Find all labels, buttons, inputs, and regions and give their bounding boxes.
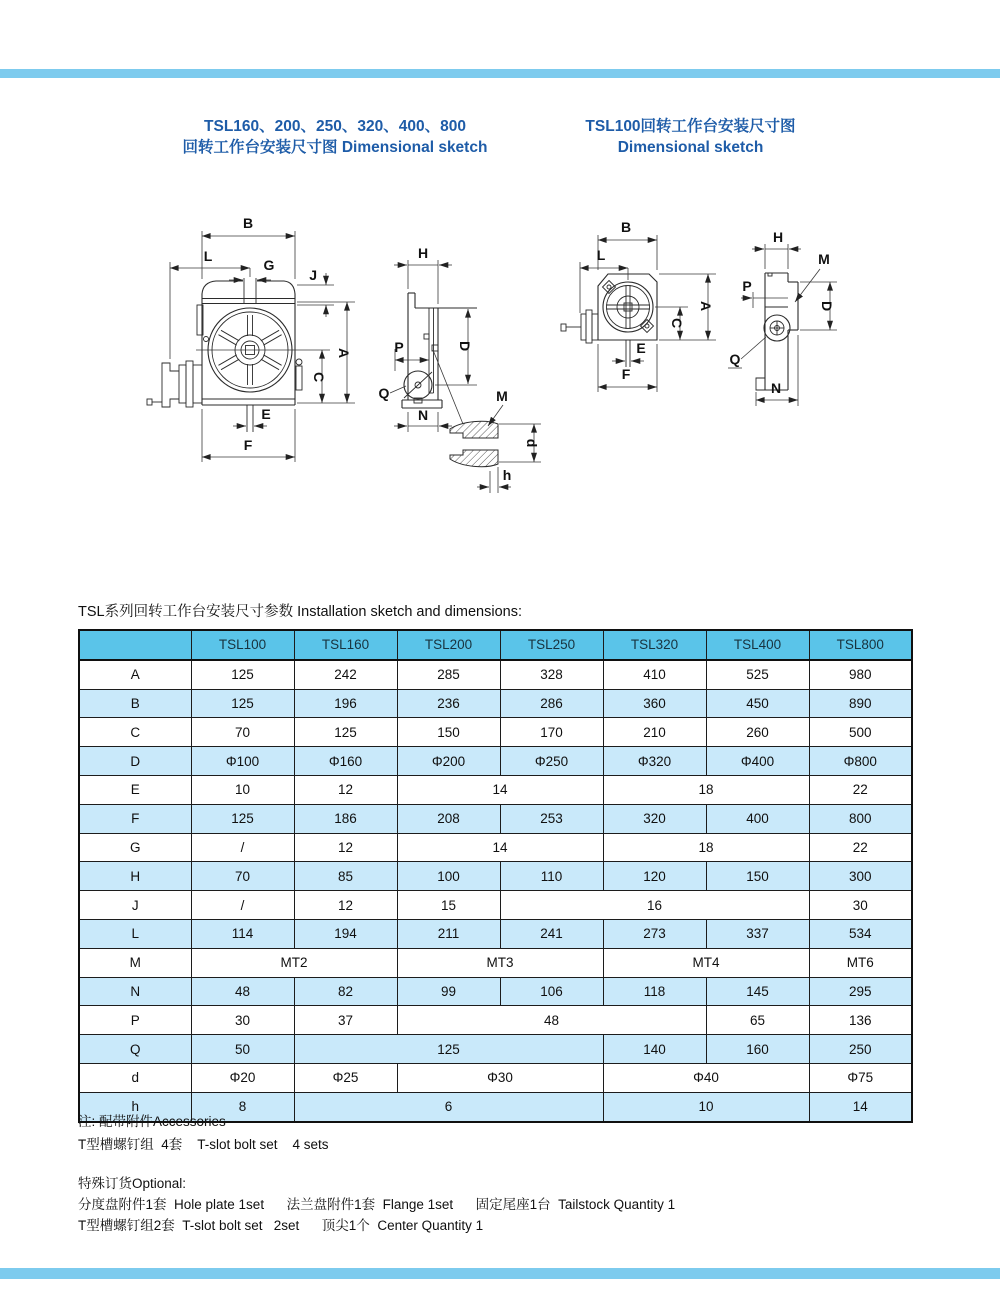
table-cell: 260	[706, 718, 809, 747]
table-cell: 22	[809, 833, 912, 862]
column-header: TSL200	[397, 630, 500, 660]
table-cell: Φ20	[191, 1063, 294, 1092]
table-cell: Φ800	[809, 747, 912, 776]
table-row	[79, 689, 912, 718]
table-cell: 410	[603, 660, 706, 689]
table-cell: 48	[191, 977, 294, 1006]
dim-label-E: E	[261, 406, 271, 422]
heading-line1: TSL160、200、250、320、400、800	[204, 118, 466, 135]
sketch-tsl100-front	[561, 219, 716, 392]
row-label: M	[79, 948, 191, 977]
row-label: F	[79, 804, 191, 833]
row-label: J	[79, 891, 191, 920]
sketch-lines	[390, 293, 498, 467]
table-cell: 15	[397, 891, 500, 920]
sketch-lines	[561, 274, 657, 343]
table-row	[79, 747, 912, 776]
heading-line2: Dimensional sketch	[617, 139, 764, 156]
table-cell: Φ400	[706, 747, 809, 776]
heading-line2: 回转工作台安装尺寸图 Dimensional sketch	[182, 139, 488, 156]
table-cell: 196	[294, 689, 397, 718]
row-label: d	[79, 1063, 191, 1092]
dim-label-A: A	[698, 300, 714, 312]
table-cell: /	[191, 891, 294, 920]
row-label: H	[79, 862, 191, 891]
table-cell: 360	[603, 689, 706, 718]
row-label: A	[79, 660, 191, 689]
table-row	[79, 862, 912, 891]
dim-label-L: L	[596, 247, 606, 263]
dim-label-N: N	[770, 380, 782, 396]
table-cell: 236	[397, 689, 500, 718]
table-cell: 450	[706, 689, 809, 718]
table-cell: 125	[294, 1035, 603, 1064]
column-header: TSL100	[191, 630, 294, 660]
table-cell: /	[191, 833, 294, 862]
dim-label-C: C	[669, 317, 685, 329]
dim-label-Q: Q	[378, 385, 390, 401]
table-cell: 295	[809, 977, 912, 1006]
dim-label-d: d	[524, 438, 540, 448]
dimensional-sketches	[0, 195, 1000, 525]
heading-line1: TSL100回转工作台安装尺寸图	[585, 118, 796, 135]
dim-label-P: P	[394, 339, 404, 355]
table-cell: 136	[809, 1006, 912, 1035]
heading-tsl160-800	[130, 116, 540, 158]
table-cell: 8	[191, 1092, 294, 1121]
table-cell: 980	[809, 660, 912, 689]
column-header: TSL800	[809, 630, 912, 660]
table-cell: 50	[191, 1035, 294, 1064]
table-cell: 320	[603, 804, 706, 833]
table-cell: 82	[294, 977, 397, 1006]
table-row	[79, 804, 912, 833]
table-cell: 300	[809, 862, 912, 891]
dimension-lines	[741, 244, 837, 406]
row-label: P	[79, 1006, 191, 1035]
table-cell: 12	[294, 775, 397, 804]
table-cell: 118	[603, 977, 706, 1006]
column-header: TSL400	[706, 630, 809, 660]
heading-tsl100	[523, 116, 858, 158]
top-accent-bar	[0, 69, 1000, 78]
dim-label-C: C	[311, 371, 327, 383]
table-cell: 160	[706, 1035, 809, 1064]
note-accessories: 注: 配带附件Accessories	[78, 1114, 226, 1129]
column-header	[79, 630, 191, 660]
table-cell: 14	[397, 833, 603, 862]
table-row	[79, 948, 912, 977]
table-cell: 150	[706, 862, 809, 891]
dim-label-N: N	[417, 407, 429, 423]
table-cell: Φ200	[397, 747, 500, 776]
table-cell: Φ100	[191, 747, 294, 776]
table-cell: 30	[809, 891, 912, 920]
row-label: G	[79, 833, 191, 862]
table-cell: 125	[191, 689, 294, 718]
table-cell: 211	[397, 919, 500, 948]
table-row	[79, 718, 912, 747]
row-label: C	[79, 718, 191, 747]
table-cell: 210	[603, 718, 706, 747]
table-cell: 22	[809, 775, 912, 804]
note-optional-title: 特殊订货Optional:	[78, 1176, 187, 1191]
table-cell: 400	[706, 804, 809, 833]
table-cell: 337	[706, 919, 809, 948]
table-cell: Φ40	[603, 1063, 809, 1092]
table-cell: 120	[603, 862, 706, 891]
sketch-tsl160-800-front	[147, 215, 355, 462]
table-cell: 890	[809, 689, 912, 718]
table-cell: 125	[191, 804, 294, 833]
table-cell: MT2	[191, 948, 397, 977]
table-cell: 534	[809, 919, 912, 948]
table-cell: 800	[809, 804, 912, 833]
dim-label-B: B	[620, 219, 632, 235]
note-optional-line2: T型槽螺钉组2套 T-slot bolt set 2set 顶尖1个 Center Quantity 1	[78, 1218, 484, 1233]
dim-label-M: M	[496, 388, 508, 404]
dim-label-M: M	[818, 251, 830, 267]
table-cell: 170	[500, 718, 603, 747]
table-cell: 12	[294, 833, 397, 862]
dim-label-L: L	[203, 248, 213, 264]
dim-label-H: H	[417, 245, 429, 261]
bottom-accent-bar	[0, 1268, 1000, 1279]
dim-label-J: J	[309, 267, 317, 283]
row-label: E	[79, 775, 191, 804]
table-cell: 37	[294, 1006, 397, 1035]
table-cell: MT3	[397, 948, 603, 977]
table-cell: 10	[191, 775, 294, 804]
table-cell: 18	[603, 833, 809, 862]
dim-label-G: G	[263, 257, 275, 273]
note-tslot-set: T型槽螺钉组 4套 T-slot bolt set 4 sets	[78, 1137, 329, 1152]
table-row	[79, 1006, 912, 1035]
table-header-row	[79, 630, 912, 660]
table-cell: Φ250	[500, 747, 603, 776]
table-row	[79, 833, 912, 862]
dim-label-h: h	[502, 467, 512, 483]
table-cell: 10	[603, 1092, 809, 1121]
dim-label-D: D	[457, 340, 473, 352]
table-cell: 150	[397, 718, 500, 747]
note-optional-line1: 分度盘附件1套 Hole plate 1set 法兰盘附件1套 Flange 1set 固定尾座1台 Tailstock Quantity 1	[78, 1197, 676, 1212]
dimensions-table	[78, 629, 913, 1123]
table-cell: 16	[500, 891, 809, 920]
table-row	[79, 919, 912, 948]
table-cell: Φ160	[294, 747, 397, 776]
table-cell: MT4	[603, 948, 809, 977]
table-cell: 99	[397, 977, 500, 1006]
table-cell: 125	[294, 718, 397, 747]
table-cell: 85	[294, 862, 397, 891]
row-label: h	[79, 1092, 191, 1121]
row-label: D	[79, 747, 191, 776]
table-row	[79, 977, 912, 1006]
table-cell: 250	[809, 1035, 912, 1064]
dim-label-H: H	[772, 229, 784, 245]
column-header: TSL320	[603, 630, 706, 660]
table-cell: 48	[397, 1006, 706, 1035]
dim-label-A: A	[336, 347, 352, 359]
table-cell: 194	[294, 919, 397, 948]
table-cell: 106	[500, 977, 603, 1006]
dim-label-P: P	[742, 278, 752, 294]
row-label: N	[79, 977, 191, 1006]
column-header: TSL160	[294, 630, 397, 660]
dim-label-Q: Q	[729, 351, 741, 367]
table-cell: MT6	[809, 948, 912, 977]
table-cell: 253	[500, 804, 603, 833]
table-row	[79, 660, 912, 689]
table-cell: 285	[397, 660, 500, 689]
table-row	[79, 891, 912, 920]
table-cell: 110	[500, 862, 603, 891]
table-cell: 125	[191, 660, 294, 689]
table-row	[79, 1063, 912, 1092]
table-cell: 65	[706, 1006, 809, 1035]
table-cell: 12	[294, 891, 397, 920]
table-cell: 328	[500, 660, 603, 689]
table-cell: Φ75	[809, 1063, 912, 1092]
dim-label-B: B	[242, 215, 254, 231]
table-cell: 273	[603, 919, 706, 948]
table-cell: 14	[809, 1092, 912, 1121]
dim-label-F: F	[243, 437, 253, 453]
dimension-lines	[170, 231, 355, 462]
dim-label-F: F	[621, 366, 631, 382]
table-cell: 500	[809, 718, 912, 747]
column-header: TSL250	[500, 630, 603, 660]
table-cell: Φ320	[603, 747, 706, 776]
table-cell: 525	[706, 660, 809, 689]
row-label: L	[79, 919, 191, 948]
table-cell: Φ25	[294, 1063, 397, 1092]
table-cell: 14	[397, 775, 603, 804]
table-title: TSL系列回转工作台安装尺寸参数 Installation sketch and dimensions:	[78, 604, 522, 620]
table-row	[79, 775, 912, 804]
table-cell: 100	[397, 862, 500, 891]
table-cell: 242	[294, 660, 397, 689]
table-cell: Φ30	[397, 1063, 603, 1092]
table-cell: 70	[191, 718, 294, 747]
table-row	[79, 1035, 912, 1064]
row-label: Q	[79, 1035, 191, 1064]
sketch-tsl160-800-side	[379, 245, 541, 493]
table-cell: 208	[397, 804, 500, 833]
table-cell: 18	[603, 775, 809, 804]
dim-label-D: D	[819, 300, 835, 312]
sketch-lines	[728, 273, 798, 390]
sketch-lines	[147, 278, 304, 407]
table-cell: 30	[191, 1006, 294, 1035]
table-cell: 241	[500, 919, 603, 948]
table-cell: 6	[294, 1092, 603, 1121]
table-cell: 145	[706, 977, 809, 1006]
table-cell: 186	[294, 804, 397, 833]
table-cell: 140	[603, 1035, 706, 1064]
table-cell: 286	[500, 689, 603, 718]
sketch-tsl100-side	[728, 229, 837, 406]
table-cell: 70	[191, 862, 294, 891]
row-label: B	[79, 689, 191, 718]
table-cell: 114	[191, 919, 294, 948]
dim-label-E: E	[636, 340, 646, 356]
